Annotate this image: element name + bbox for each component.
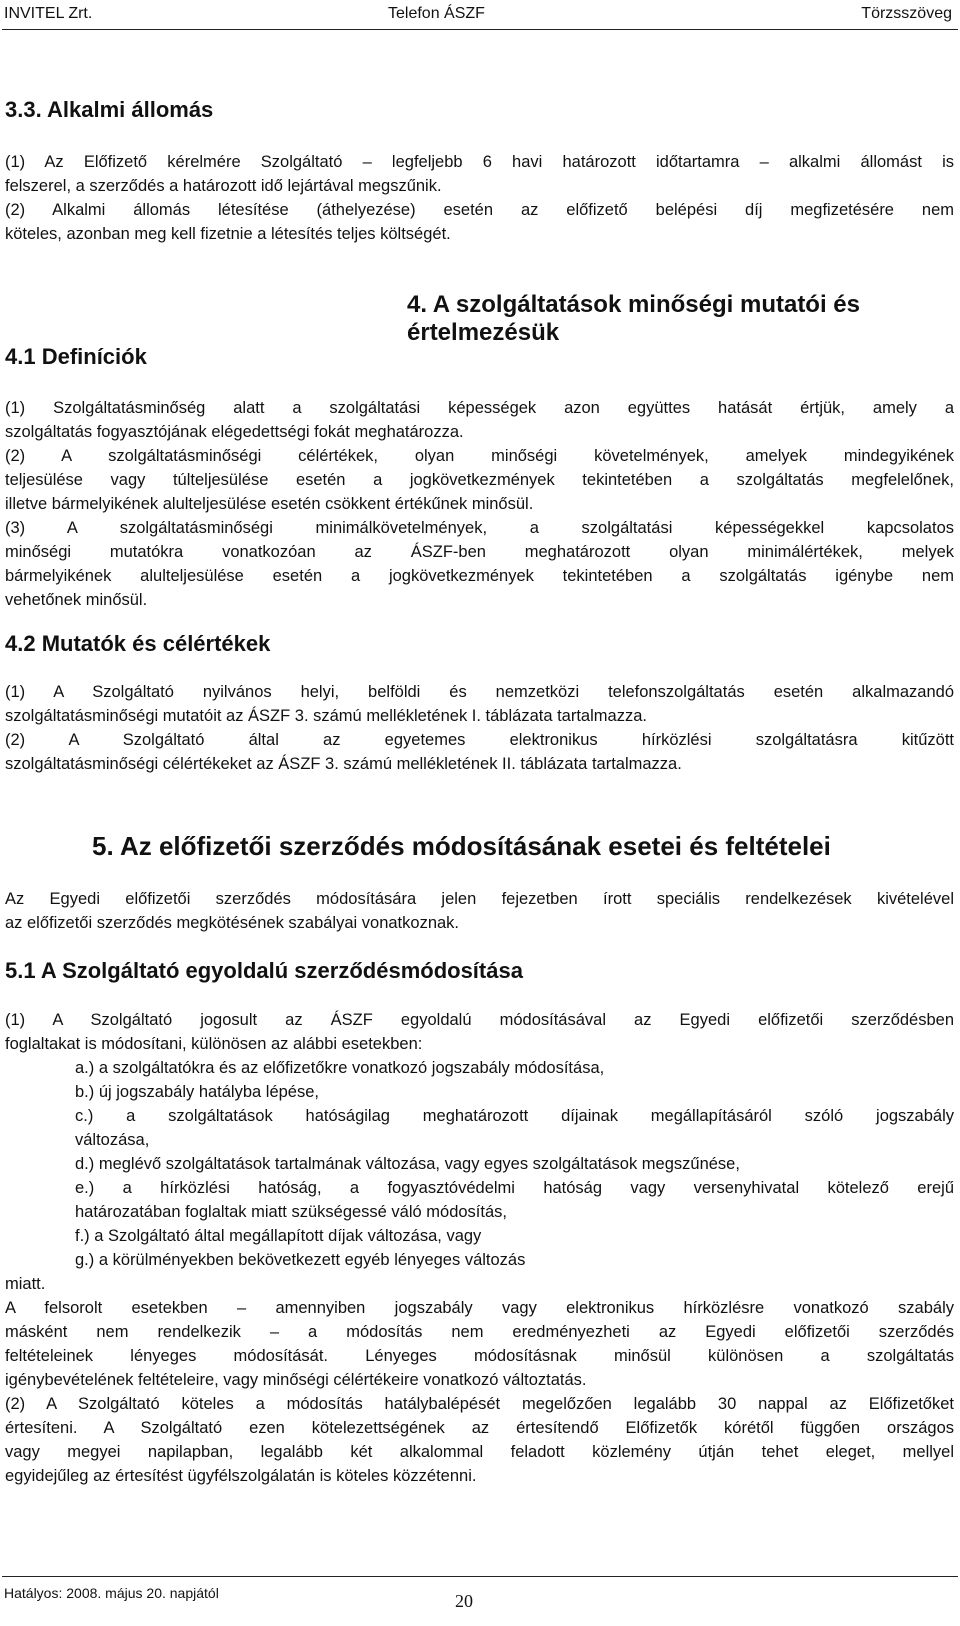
list-item: határozatában foglaltak miatt szükségessé váló módosítás, [75,1203,507,1221]
paragraph-line: (2) A szolgáltatásminőségi célértékek, olyan minőségi követelmények, amelyek mindegyikének [5,447,954,465]
section-5-1-body [5,1008,954,1488]
paragraph-line: értesíteni. A Szolgáltató ezen kötelezettségének az értesítendő Előfizetők kórétől függően országos [5,1419,954,1437]
header-section: Törzsszöveg [861,5,952,22]
page-header [0,0,960,34]
paragraph-line: szolgáltatásminőségi célértékeket az ÁSZF 3. számú mellékletének II. táblázata tartalmazza. [5,755,682,773]
list-item: c.) a szolgáltatások hatóságilag meghatározott díjainak megállapításáról szóló jogszabály [75,1107,954,1125]
paragraph-line: (1) A Szolgáltató jogosult az ÁSZF egyoldalú módosításával az Egyedi előfizetői szerződésben [5,1011,954,1029]
section-3-3-title: 3.3. Alkalmi állomás [5,97,214,122]
header-document: Telefon ÁSZF [388,5,485,22]
paragraph-line: (1) Szolgáltatásminőség alatt a szolgáltatási képességek azon együttes hatását értjük, amely a [5,399,954,417]
paragraph-line: igénybevételének feltételeire, vagy minőségi célértékeire vonatkozó változtatás. [5,1371,587,1389]
header-company: INVITEL Zrt. [4,5,93,22]
paragraph-line: (2) A Szolgáltató által az egyetemes elektronikus hírközlési szolgáltatásra kitűzött [5,731,954,749]
list-item: a.) a szolgáltatókra és az előfizetőkre vonatkozó jogszabály módosítása, [75,1059,605,1077]
paragraph-line: Az Egyedi előfizetői szerződés módosítására jelen fejezetben írott speciális rendelkezések kivételével [5,890,954,908]
list-item: g.) a körülményekben bekövetkezett egyéb lényeges változás [75,1251,526,1269]
section-4-2-title: 4.2 Mutatók és célértékek [5,631,271,656]
paragraph-line: (2) Alkalmi állomás létesítése (áthelyezése) esetén az előfizető belépési díj megfizetésére nem [5,201,954,219]
list-item: d.) meglévő szolgáltatások tartalmának változása, vagy egyes szolgáltatások megszűnése, [75,1155,740,1173]
header-divider [2,29,958,30]
chapter-5-body [5,887,954,935]
section-4-2-body [5,680,954,776]
section-5-1-title: 5.1 A Szolgáltató egyoldalú szerződésmódosítása [5,958,523,983]
chapter-5-title: 5. Az előfizetői szerződés módosításának esetei és feltételei [92,831,831,861]
paragraph-line: minőségi mutatókra vonatkozóan az ÁSZF-ben meghatározott olyan minimálértékek, melyek [5,543,954,561]
paragraph-line: bármelyikének alulteljesülése esetén a jogkövetkezmények tekintetében a szolgáltatás igénybe nem [5,567,954,585]
paragraph-line: felszerel, a szerződés a határozott idő lejártával megszűnik. [5,177,442,195]
paragraph-line: szolgáltatásminőségi mutatóit az ÁSZF 3. számú mellékletének I. táblázata tartalmazza. [5,707,647,725]
list-item: b.) új jogszabály hatályba lépése, [75,1083,319,1101]
paragraph-line: egyidejűleg az értesítést ügyfélszolgálatán is köteles közzétenni. [5,1467,477,1485]
paragraph-line: köteles, azonban meg kell fizetnie a létesítés teljes költségét. [5,225,451,243]
paragraph-line: vehetőnek minősül. [5,591,148,609]
list-item: f.) a Szolgáltató által megállapított díjak változása, vagy [75,1227,482,1245]
paragraph-line: másként nem rendelkezik – a módosítás nem eredményezheti az Egyedi előfizetői szerződés [5,1323,954,1341]
section-4-1-body [5,396,954,612]
page-footer [0,1576,960,1626]
paragraph-line: teljesülése vagy túlteljesülése esetén a jogkövetkezmények tekintetében a szolgáltatás megfelelőnek, [5,471,954,489]
section-3-3-body [5,150,954,246]
paragraph-line: (2) A Szolgáltató köteles a módosítás hatálybalépését megelőzően legalább 30 nappal az Előfizetőket [5,1395,954,1413]
list-item: változása, [75,1131,150,1149]
paragraph-line: (1) A Szolgáltató nyilvános helyi, belföldi és nemzetközi telefonszolgáltatás esetén alkalmazandó [5,683,954,701]
paragraph-line: szolgáltatás fogyasztójának elégedettségi fokát meghatározza. [5,423,464,441]
footer-effective-date: Hatályos: 2008. május 20. napjától [4,1585,219,1601]
paragraph-line: (3) A szolgáltatásminőségi minimálkövetelmények, a szolgáltatási képességekkel kapcsolatos [5,519,954,537]
footer-divider [2,1576,958,1577]
section-4-1-title: 4.1 Definíciók [5,344,147,369]
page-number: 20 [455,1591,473,1611]
list-item: e.) a hírközlési hatóság, a fogyasztóvédelmi hatóság vagy versenyhivatal kötelező erejű [75,1179,954,1197]
paragraph-line: miatt. [5,1275,46,1293]
paragraph-line: A felsorolt esetekben – amennyiben jogszabály vagy elektronikus hírközlésre vonatkozó szabály [5,1299,954,1317]
paragraph-line: illetve bármelyikének alulteljesülése esetén csökkent értékűnek minősül. [5,495,534,513]
paragraph-line: feltételeinek lényeges módosítását. Lényeges módosításnak minősül különösen a szolgáltatás [5,1347,954,1365]
paragraph-line: (1) Az Előfizető kérelmére Szolgáltató – legfeljebb 6 havi határozott időtartamra – alkalmi állomást is [5,153,954,171]
paragraph-line: vagy megyei napilapban, legalább két alkalommal feladott közlemény útján tehet eleget, mellyel [5,1443,954,1461]
chapter-4-title: 4. A szolgáltatások minőségi mutatói és értelmezésük [407,291,860,346]
paragraph-line: foglaltakat is módosítani, különösen az alábbi esetekben: [5,1035,423,1053]
paragraph-line: az előfizetői szerződés megkötésének szabályai vonatkoznak. [5,914,459,932]
